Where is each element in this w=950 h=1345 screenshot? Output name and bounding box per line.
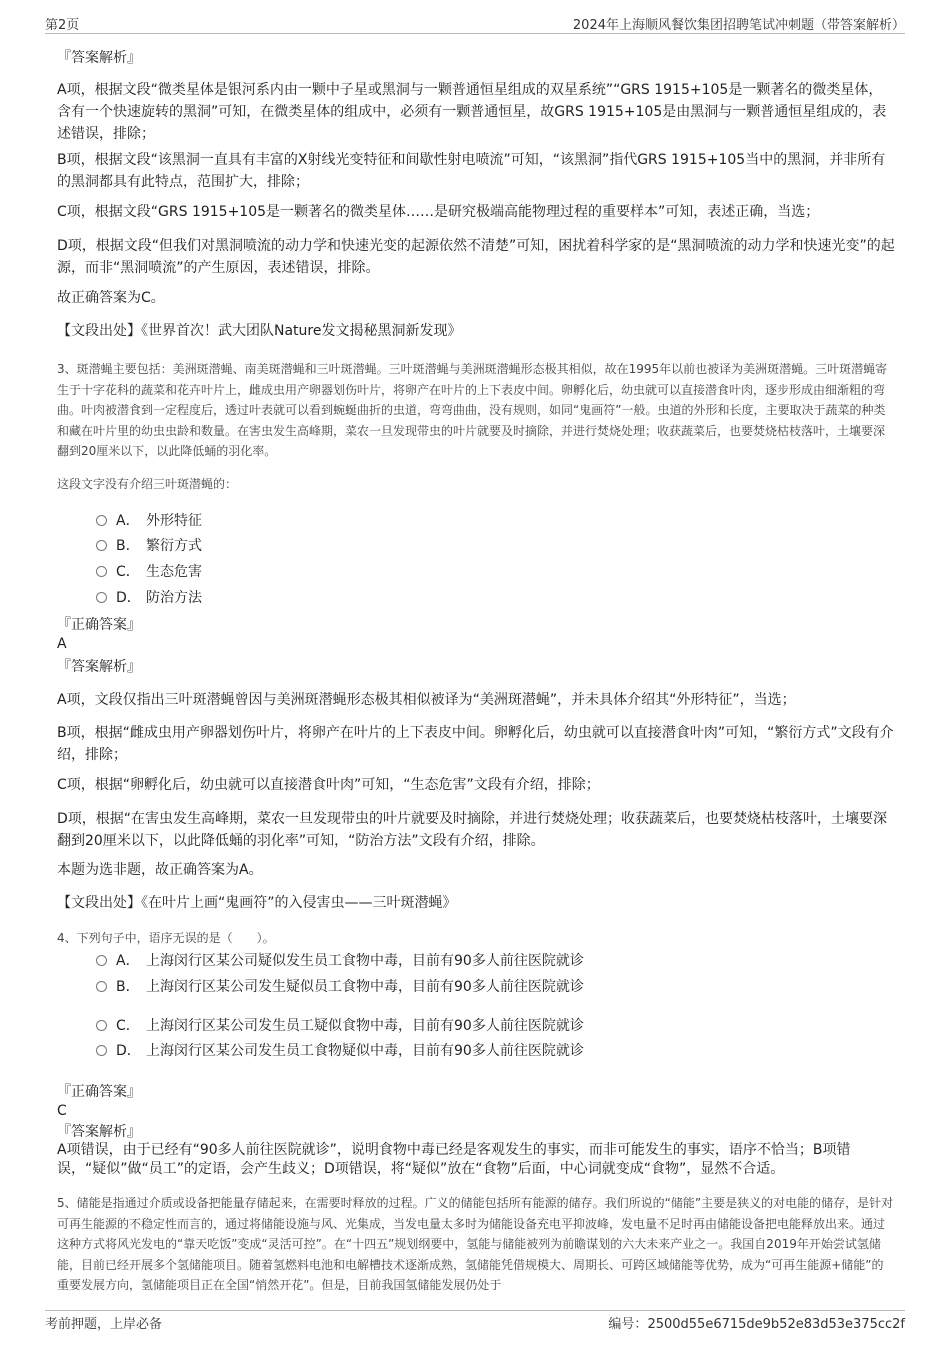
option-text: 上海闵行区某公司疑似发生员工食物中毒，目前有90多人前往医院就诊: [146, 953, 584, 969]
footer-divider: [45, 1310, 905, 1311]
footer-slogan: 考前押题，上岸必备: [45, 1317, 163, 1332]
q2-analysis-d: D项，根据文段“但我们对黑洞喷流的动力学和快速光变的起源依然不清楚”可知，困扰着科学家的是“黑洞喷流的动力学和快速光变”的起源，而非“黑洞喷流”的产生原因，表述错误，排除。: [57, 238, 895, 276]
q4-option-d[interactable]: [96, 1041, 584, 1061]
q4-analysis-heading: 『答案解析』: [57, 1124, 141, 1140]
q4-answer-heading: 『正确答案』: [57, 1084, 141, 1100]
page-number: 第2页: [45, 18, 80, 33]
code-label: 编号：: [608, 1317, 648, 1332]
document-code: [608, 1313, 905, 1332]
radio-button[interactable]: [96, 1045, 107, 1056]
document-title: 2024年上海顺风餐饮集团招聘笔试冲刺题（带答案解析）: [572, 18, 905, 33]
option-letter: D．: [116, 590, 141, 606]
option-letter: A．: [116, 513, 140, 529]
option-text: 上海闵行区某公司发生员工食物疑似中毒，目前有90多人前往医院就诊: [146, 1043, 584, 1059]
q2-conclusion: 故正确答案为C。: [57, 290, 165, 306]
radio-button[interactable]: [96, 566, 107, 577]
q4-option-a[interactable]: [96, 951, 584, 971]
q3-analysis-heading: 『答案解析』: [57, 659, 141, 675]
q4-stem: 4、下列句子中，语序无误的是（ ）。: [57, 931, 275, 945]
q2-analysis-b: B项，根据文段“该黑洞一直具有丰富的X射线光变特征和间歇性射电喷流”可知，“该黑洞”指代GRS 1915+105当中的黑洞，并非所有的黑洞都具有此特点，范围扩大，排除；: [57, 152, 886, 190]
option-text: 上海闵行区某公司发生员工疑似食物中毒，目前有90多人前往医院就诊: [146, 1018, 584, 1034]
option-letter: C．: [116, 564, 140, 580]
radio-button[interactable]: [96, 981, 107, 992]
radio-button[interactable]: [96, 515, 107, 526]
option-letter: B．: [116, 538, 140, 554]
q5-passage: 5、储能是指通过介质或设备把能量存储起来，在需要时释放的过程。广义的储能包括所有能源的储存。我们所说的“储能”主要是狭义的对电能的储存，是针对可再生能源的不稳定性而言的，通过将储能设施与风、光集成，当发电量太多时为储能设备充电平抑波峰，发电量不足时再由储能设备把电能释放出来。通过这种方式将风光发电的“靠天吃饭”变成“灵活可控”。在“十四五”规划纲要中，氢能与储能被列为前瞻谋划的六大未来产业之一。我国自2019年开始尝试氢储能，目前已经开展多个氢储能项目。随着氢燃料电池和电解槽技术逐渐成熟，氢储能凭借规模大、周期长、可跨区域储能等优势，成为“可再生能源+储能”的重要发展方向，氢储能项目正在全国“悄然开花”。但是，目前我国氢储能发展仍处于: [57, 1196, 894, 1292]
radio-button[interactable]: [96, 540, 107, 551]
radio-button[interactable]: [96, 592, 107, 603]
q2-analysis-heading: 『答案解析』: [57, 50, 141, 66]
option-letter: D．: [116, 1043, 141, 1059]
q3-answer: A: [57, 636, 67, 652]
option-text: 外形特征: [146, 513, 202, 529]
q2-analysis-a: A项，根据文段“微类星体是银河系内由一颗中子星或黑洞与一颗普通恒星组成的双星系统”“GRS 1915+105是一颗著名的微类星体，含有一个快速旋转的黑洞”可知，在微类星体的组成中，必须有一颗普通恒星，故GRS 1915+105是由黑洞与一颗普通恒星组成的，表述错误，排除；: [57, 82, 887, 142]
option-letter: A．: [116, 953, 140, 969]
q4-answer: C: [57, 1103, 67, 1119]
q3-analysis-a: A项，文段仅指出三叶斑潜蝇曾因与美洲斑潜蝇形态极其相似被译为“美洲斑潜蝇”，并未具体介绍其“外形特征”，当选；: [57, 692, 796, 708]
q3-option-c[interactable]: [96, 562, 202, 582]
option-letter: B．: [116, 979, 140, 995]
q3-option-d[interactable]: [96, 588, 202, 608]
option-text: 防治方法: [146, 590, 202, 606]
q3-source: 【文段出处】《在叶片上画“鬼画符”的入侵害虫——三叶斑潜蝇》: [57, 895, 457, 911]
q3-analysis-c: C项，根据“卵孵化后，幼虫就可以直接潜食叶肉”可知，“生态危害”文段有介绍，排除；: [57, 777, 600, 793]
header-divider: [45, 33, 905, 34]
code-value: 2500d55e6715de9b52e83d53e375cc2f: [647, 1317, 905, 1332]
q3-option-a[interactable]: [96, 511, 202, 531]
q3-analysis-b: B项，根据“雌成虫用产卵器划伤叶片，将卵产在叶片的上下表皮中间。卵孵化后，幼虫就可以直接潜食叶肉”可知，“繁衍方式”文段有介绍，排除；: [57, 725, 894, 763]
q3-passage: 3、斑潜蝇主要包括：美洲斑潜蝇、南美斑潜蝇和三叶斑潜蝇。三叶斑潜蝇与美洲斑潜蝇形态极其相似，故在1995年以前也被译为美洲斑潜蝇。三叶斑潜蝇寄生于十字花科的蔬菜和花卉叶片上，雌成虫用产卵器划伤叶片，将卵产在叶片的上下表皮中间。卵孵化后，幼虫就可以直接潜食叶肉，逐步形成由细渐粗的弯曲。叶肉被潜食到一定程度后，透过叶表就可以看到蜿蜒曲折的虫道，弯弯曲曲，没有规则，如同“鬼画符”一般。虫道的外形和长度，主要取决于蔬菜的种类和藏在叶片里的幼虫虫龄和数量。在害虫发生高峰期，菜农一旦发现带虫的叶片就要及时摘除，并进行焚烧处理；收获蔬菜后，也要焚烧枯枝落叶，土壤要深翻到20厘米以下，以此降低蛹的羽化率。: [57, 362, 888, 458]
q4-option-c[interactable]: [96, 1016, 584, 1036]
q3-option-b[interactable]: [96, 536, 202, 556]
option-text: 上海闵行区某公司发生疑似员工食物中毒，目前有90多人前往医院就诊: [146, 979, 584, 995]
q3-stem: 这段文字没有介绍三叶斑潜蝇的：: [57, 477, 238, 491]
q4-analysis: A项错误，由于已经有“90多人前往医院就诊”，说明食物中毒已经是客观发生的事实，而非可能发生的事实，语序不恰当；B项错误，“疑似”做“员工”的定语，会产生歧义；D项错误，将“疑似”放在“食物”后面，中心词就变成“食物”，显然不合适。: [57, 1142, 851, 1177]
q4-option-b[interactable]: [96, 977, 584, 997]
q3-analysis-d: D项，根据“在害虫发生高峰期，菜农一旦发现带虫的叶片就要及时摘除，并进行焚烧处理；收获蔬菜后，也要焚烧枯枝落叶，土壤要深翻到20厘米以下，以此降低蛹的羽化率”可知，“防治方法”文段有介绍，排除。: [57, 811, 888, 849]
q2-analysis-c: C项，根据文段“GRS 1915+105是一颗著名的微类星体……是研究极端高能物理过程的重要样本”可知，表述正确，当选；: [57, 204, 820, 220]
option-text: 繁衍方式: [146, 538, 202, 554]
radio-button[interactable]: [96, 1020, 107, 1031]
q3-conclusion: 本题为选非题，故正确答案为A。: [57, 862, 263, 878]
q3-answer-heading: 『正确答案』: [57, 617, 141, 633]
option-text: 生态危害: [146, 564, 202, 580]
q2-source: 【文段出处】《世界首次！武大团队Nature发文揭秘黑洞新发现》: [57, 323, 462, 339]
radio-button[interactable]: [96, 955, 107, 966]
option-letter: C．: [116, 1018, 140, 1034]
